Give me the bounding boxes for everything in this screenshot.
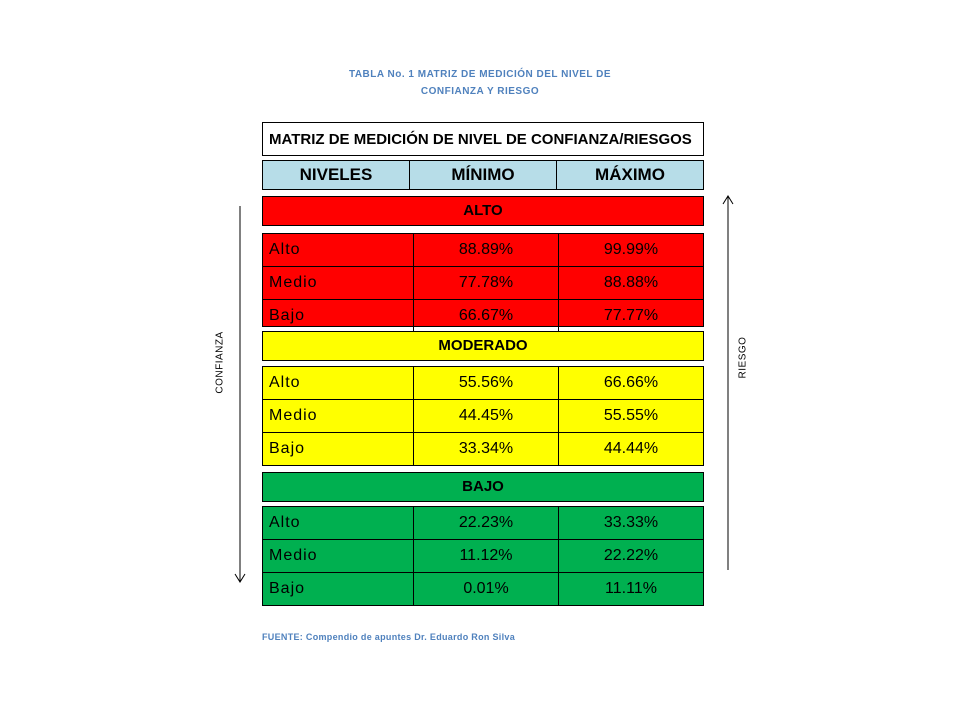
source-note: FUENTE: Compendio de apuntes Dr. Eduardo Ron Silva [262,632,516,642]
table-row [263,367,703,400]
level-cell: Medio [263,400,414,432]
category-header-alto: ALTO [262,196,704,226]
minimum-cell: 44.45% [414,400,559,432]
table-caption-line-1: TABLA No. 1 MATRIZ DE MEDICIÓN DEL NIVEL DE [348,69,612,80]
matrix-title: MATRIZ DE MEDICIÓN DE NIVEL DE CONFIANZA/RIESGOS [262,122,704,156]
level-cell: Alto [263,507,414,539]
minimum-cell: 11.12% [414,540,559,572]
level-cell: Medio [263,267,414,299]
confianza-down-arrow-icon [232,204,248,586]
maximum-cell: 44.44% [603,440,659,457]
maximum-cell: 55.55% [603,407,659,424]
table-row [263,573,703,605]
level-cell: Bajo [263,433,414,465]
maximum-cell: 33.33% [603,514,659,531]
maximum-cell: 77.77% [603,307,659,324]
table-row [263,540,703,573]
table-row [263,234,703,267]
minimum-cell: 77.78% [414,267,559,299]
level-cell: Alto [263,367,414,399]
maximum-cell: 99.99% [603,241,659,258]
category-header-bajo: BAJO [262,472,704,502]
table-caption-line-2: CONFIANZA Y RIESGO [420,86,540,97]
table-row [263,267,703,300]
riesgo-up-arrow-icon [720,194,736,572]
table-row [263,400,703,433]
level-cell: Alto [263,234,414,266]
minimum-cell: 33.34% [414,433,559,465]
confianza-axis-label: CONFIANZA [214,331,226,394]
column-header-maximo: MÁXIMO [595,165,665,184]
category-grid-bajo [262,506,704,606]
minimum-cell: 55.56% [414,367,559,399]
minimum-cell: 22.23% [414,507,559,539]
minimum-cell: 66.67% [414,300,559,332]
level-cell: Bajo [263,573,414,605]
minimum-cell: 88.89% [414,234,559,266]
maximum-cell: 22.22% [603,547,659,564]
level-cell: Bajo [263,300,414,332]
level-cell: Medio [263,540,414,572]
category-header-moderado: MODERADO [262,331,704,361]
maximum-cell: 11.11% [605,580,657,597]
column-header-niveles: NIVELES [263,161,410,189]
maximum-cell: 88.88% [603,274,659,291]
riesgo-axis-label: RIESGO [737,336,749,379]
column-header-row [262,160,704,190]
category-grid-alto [262,233,704,327]
table-row [263,507,703,540]
category-grid-moderado [262,366,704,466]
table-row [263,300,703,332]
table-row [263,433,703,465]
maximum-cell: 66.66% [603,374,659,391]
minimum-cell: 0.01% [414,573,559,605]
column-header-minimo: MÍNIMO [410,161,557,189]
